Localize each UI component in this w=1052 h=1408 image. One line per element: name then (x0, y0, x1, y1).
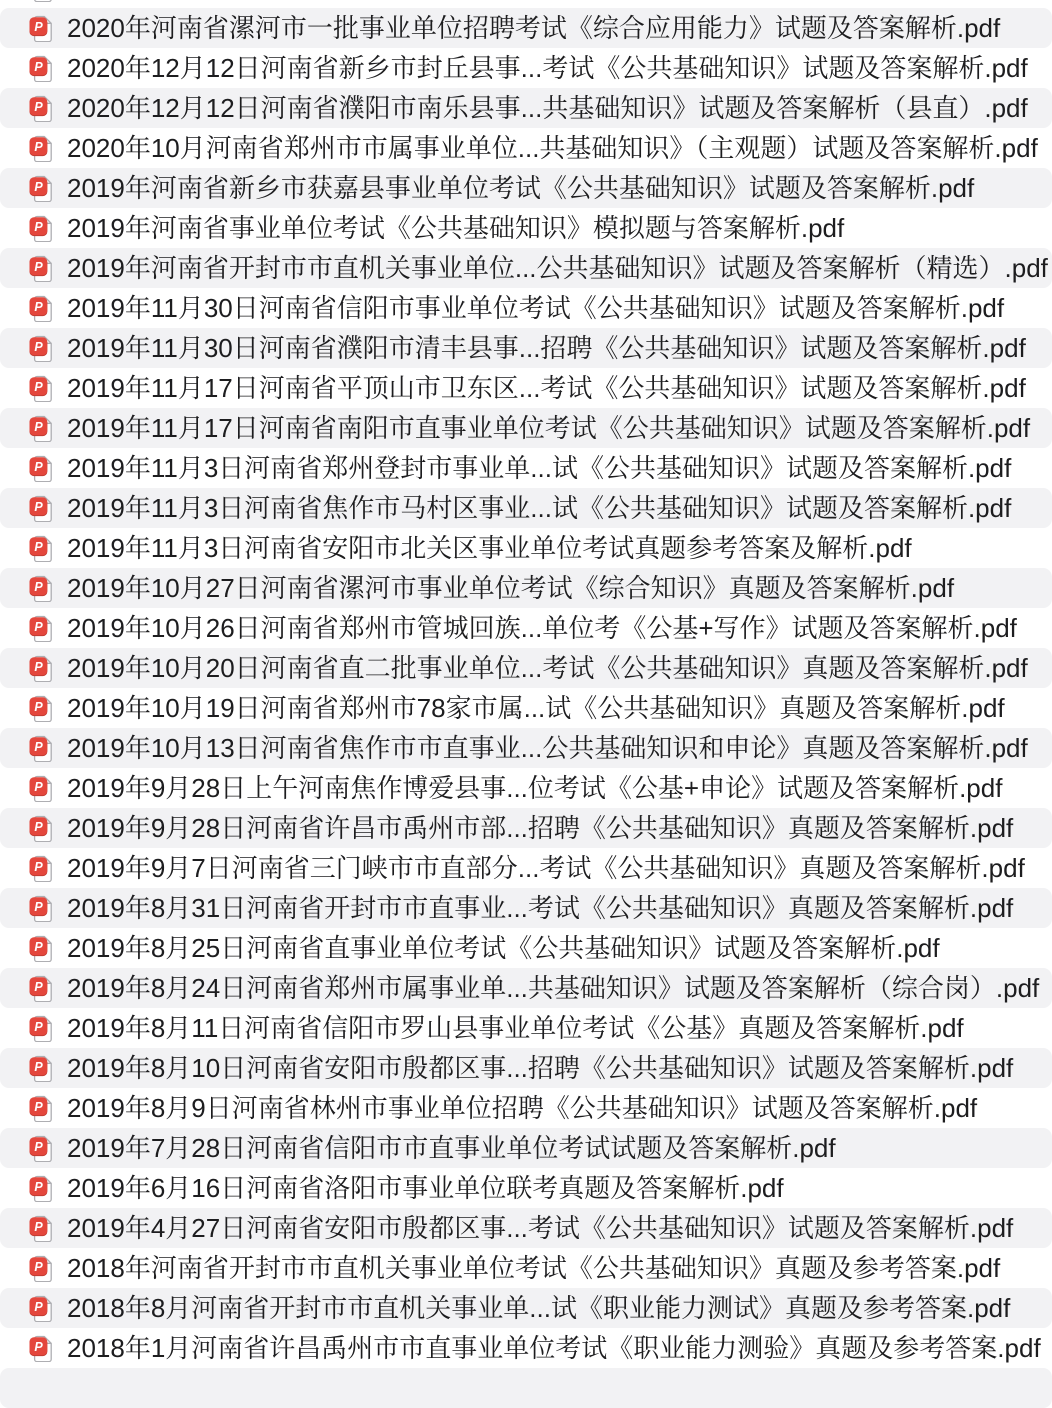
file-name: 2019年7月28日河南省信阳市市直事业单位考试试题及答案解析.pdf (67, 1133, 836, 1163)
file-name: 2019年河南省新乡市获嘉县事业单位考试《公共基础知识》试题及答案解析.pdf (67, 173, 975, 203)
svg-text:P: P (34, 139, 43, 154)
svg-text:P: P (34, 1179, 43, 1194)
file-row[interactable] (0, 48, 1052, 88)
file-row[interactable] (0, 8, 1052, 48)
file-name: 2019年11月3日河南省郑州登封市事业单...试《公共基础知识》试题及答案解析.pdf (67, 453, 1012, 483)
svg-text:P: P (34, 499, 43, 514)
svg-text:P: P (34, 579, 43, 594)
file-row[interactable] (0, 488, 1052, 528)
pdf-file-icon (29, 295, 53, 322)
file-name: 2019年11月3日河南省安阳市北关区事业单位考试真题参考答案及解析.pdf (67, 533, 912, 563)
file-row[interactable] (0, 728, 1052, 768)
pdf-file-icon (29, 215, 53, 242)
svg-text:P: P (34, 259, 43, 274)
pdf-file-icon (29, 335, 53, 362)
file-name: 2019年11月30日河南省濮阳市清丰县事...招聘《公共基础知识》试题及答案解析.pdf (67, 333, 1026, 363)
file-row[interactable] (0, 928, 1052, 968)
pdf-file-icon (29, 535, 53, 562)
pdf-file-icon (29, 1215, 53, 1242)
pdf-file-icon (29, 415, 53, 442)
file-name: 2019年9月28日上午河南焦作博爱县事...位考试《公基+申论》试题及答案解析.pdf (67, 773, 1003, 803)
svg-text:P: P (34, 1299, 43, 1314)
file-name: 2020年河南省漯河市一批事业单位招聘考试《综合应用能力》试题及答案解析.pdf (67, 13, 1001, 43)
svg-text:P: P (34, 939, 43, 954)
svg-text:P: P (34, 1099, 43, 1114)
svg-text:P: P (34, 739, 43, 754)
svg-text:P: P (34, 299, 43, 314)
pdf-file-icon (29, 895, 53, 922)
file-name: 2018年8月河南省开封市市直机关事业单...试《职业能力测试》真题及参考答案.pdf (67, 1293, 1011, 1323)
svg-text:P: P (34, 779, 43, 794)
file-row[interactable] (0, 168, 1052, 208)
pdf-file-icon (29, 0, 53, 2)
file-row[interactable] (0, 1168, 1052, 1208)
pdf-file-icon (29, 255, 53, 282)
pdf-file-icon (29, 1175, 53, 1202)
file-row[interactable] (0, 888, 1052, 928)
file-name: 2019年8月24日河南省郑州市属事业单...共基础知识》试题及答案解析（综合岗）.pdf (67, 973, 1040, 1003)
pdf-file-icon (29, 1055, 53, 1082)
file-row[interactable] (0, 1048, 1052, 1088)
file-name: 2018年河南省开封市市直机关事业单位考试《公共基础知识》真题及参考答案.pdf (67, 1253, 1001, 1283)
file-row[interactable] (0, 808, 1052, 848)
svg-text:P: P (34, 1219, 43, 1234)
file-row[interactable] (0, 88, 1052, 128)
pdf-file-icon (29, 455, 53, 482)
svg-text:P: P (34, 379, 43, 394)
svg-text:P: P (34, 339, 43, 354)
pdf-file-icon (29, 815, 53, 842)
pdf-file-icon (29, 615, 53, 642)
file-name: 2019年10月13日河南省焦作市市直事业...公共基础知识和申论》真题及答案解析.pdf (67, 733, 1028, 763)
file-name: 2019年8月11日河南省信阳市罗山县事业单位考试《公基》真题及答案解析.pdf (67, 1013, 964, 1043)
pdf-file-icon (29, 1095, 53, 1122)
file-row[interactable] (0, 448, 1052, 488)
file-row[interactable] (0, 328, 1052, 368)
file-row[interactable] (0, 1248, 1052, 1288)
file-row-partial-bottom[interactable] (0, 1368, 1052, 1408)
svg-text:P: P (34, 1019, 43, 1034)
file-row[interactable] (0, 848, 1052, 888)
file-row[interactable] (0, 568, 1052, 608)
svg-text:P: P (34, 219, 43, 234)
file-name: 2019年10月27日河南省漯河市事业单位考试《综合知识》真题及答案解析.pdf (67, 573, 955, 603)
pdf-file-icon (29, 15, 53, 42)
file-row[interactable] (0, 408, 1052, 448)
pdf-file-icon (29, 655, 53, 682)
svg-text:P: P (34, 979, 43, 994)
pdf-file-icon (29, 975, 53, 1002)
file-row[interactable] (0, 248, 1052, 288)
file-row[interactable] (0, 968, 1052, 1008)
svg-text:P: P (34, 1059, 43, 1074)
file-row[interactable] (0, 648, 1052, 688)
svg-text:P: P (34, 659, 43, 674)
file-row[interactable] (0, 688, 1052, 728)
pdf-file-icon (29, 935, 53, 962)
file-row-partial-top[interactable] (0, 0, 1052, 8)
file-name: 2019年8月9日河南省林州市事业单位招聘《公共基础知识》试题及答案解析.pdf (67, 1093, 978, 1123)
file-name: 2019年河南省事业单位考试《公共基础知识》模拟题与答案解析.pdf (67, 213, 845, 243)
file-row[interactable] (0, 1008, 1052, 1048)
svg-text:P: P (34, 619, 43, 634)
file-name: 2019年11月17日河南省南阳市直事业单位考试《公共基础知识》试题及答案解析.pdf (67, 413, 1031, 443)
pdf-file-icon (29, 695, 53, 722)
file-row[interactable] (0, 1128, 1052, 1168)
file-row[interactable] (0, 528, 1052, 568)
svg-text:P: P (34, 19, 43, 34)
file-name: 2019年11月3日河南省焦作市马村区事业...试《公共基础知识》试题及答案解析.pdf (67, 493, 1012, 523)
file-row[interactable] (0, 608, 1052, 648)
pdf-file-icon (29, 375, 53, 402)
file-row[interactable] (0, 1088, 1052, 1128)
file-row[interactable] (0, 368, 1052, 408)
file-name: 2019年9月28日河南省许昌市禹州市部...招聘《公共基础知识》真题及答案解析.pdf (67, 813, 1014, 843)
file-name: 2020年10月河南省郑州市市属事业单位...共基础知识》（主观题）试题及答案解析.pdf (67, 133, 1038, 163)
pdf-file-icon (29, 495, 53, 522)
file-name: 2019年9月7日河南省三门峡市市直部分...考试《公共基础知识》真题及答案解析.pdf (67, 853, 1025, 883)
file-name: 2019年10月20日河南省直二批事业单位...考试《公共基础知识》真题及答案解析.pdf (67, 653, 1028, 683)
file-row[interactable] (0, 208, 1052, 248)
svg-text:P: P (34, 1259, 43, 1274)
file-name: 2019年8月25日河南省直事业单位考试《公共基础知识》试题及答案解析.pdf (67, 933, 940, 963)
pdf-file-icon (29, 55, 53, 82)
pdf-file-icon (29, 1135, 53, 1162)
file-name: 2019年河南省开封市市直机关事业单位...公共基础知识》试题及答案解析（精选）.pdf (67, 253, 1048, 283)
svg-text:P: P (34, 59, 43, 74)
svg-text:P: P (34, 459, 43, 474)
pdf-file-icon (29, 95, 53, 122)
svg-text:P: P (34, 1339, 43, 1354)
svg-text:P: P (34, 699, 43, 714)
file-name: 2019年10月26日河南省郑州市管城回族...单位考《公基+写作》试题及答案解析.pdf (67, 613, 1017, 643)
file-name: 2020年12月12日河南省新乡市封丘县事...考试《公共基础知识》试题及答案解析.pdf (67, 53, 1028, 83)
file-row[interactable] (0, 128, 1052, 168)
pdf-file-icon (29, 1255, 53, 1282)
file-name: 2019年6月16日河南省洛阳市事业单位联考真题及答案解析.pdf (67, 1173, 784, 1203)
svg-text:P: P (34, 859, 43, 874)
pdf-file-icon (29, 1295, 53, 1322)
pdf-file-icon (29, 175, 53, 202)
file-name: 2018年1月河南省许昌禹州市市直事业单位考试《职业能力测验》真题及参考答案.pdf (67, 1333, 1041, 1363)
file-row[interactable] (0, 1288, 1052, 1328)
file-name: 2019年4月27日河南省安阳市殷都区事...考试《公共基础知识》试题及答案解析.pdf (67, 1213, 1014, 1243)
file-row[interactable] (0, 1328, 1052, 1368)
svg-text:P: P (34, 1139, 43, 1154)
svg-text:P: P (34, 99, 43, 114)
file-name: 2019年11月30日河南省信阳市事业单位考试《公共基础知识》试题及答案解析.pdf (67, 293, 1005, 323)
file-row[interactable] (0, 1208, 1052, 1248)
file-name: 2019年10月19日河南省郑州市78家市属...试《公共基础知识》真题及答案解析.pdf (67, 693, 1005, 723)
file-name: 2019年8月10日河南省安阳市殷都区事...招聘《公共基础知识》试题及答案解析.pdf (67, 1053, 1014, 1083)
pdf-file-icon (29, 135, 53, 162)
pdf-file-icon (29, 1335, 53, 1362)
file-row[interactable] (0, 288, 1052, 328)
svg-text:P: P (34, 419, 43, 434)
file-row[interactable] (0, 768, 1052, 808)
file-name: 2019年8月31日河南省开封市市直事业...考试《公共基础知识》真题及答案解析.pdf (67, 893, 1014, 923)
pdf-file-icon (29, 575, 53, 602)
svg-text:P: P (34, 539, 43, 554)
pdf-file-icon (29, 855, 53, 882)
pdf-file-icon (29, 1015, 53, 1042)
file-name: 2019年11月17日河南省平顶山市卫东区...考试《公共基础知识》试题及答案解析.pdf (67, 373, 1026, 403)
svg-text:P: P (34, 899, 43, 914)
pdf-file-icon (29, 775, 53, 802)
pdf-file-icon (29, 735, 53, 762)
file-name: 2020年12月12日河南省濮阳市南乐县事...共基础知识》试题及答案解析（县直）.pdf (67, 93, 1028, 123)
svg-text:P: P (34, 179, 43, 194)
svg-text:P: P (34, 819, 43, 834)
